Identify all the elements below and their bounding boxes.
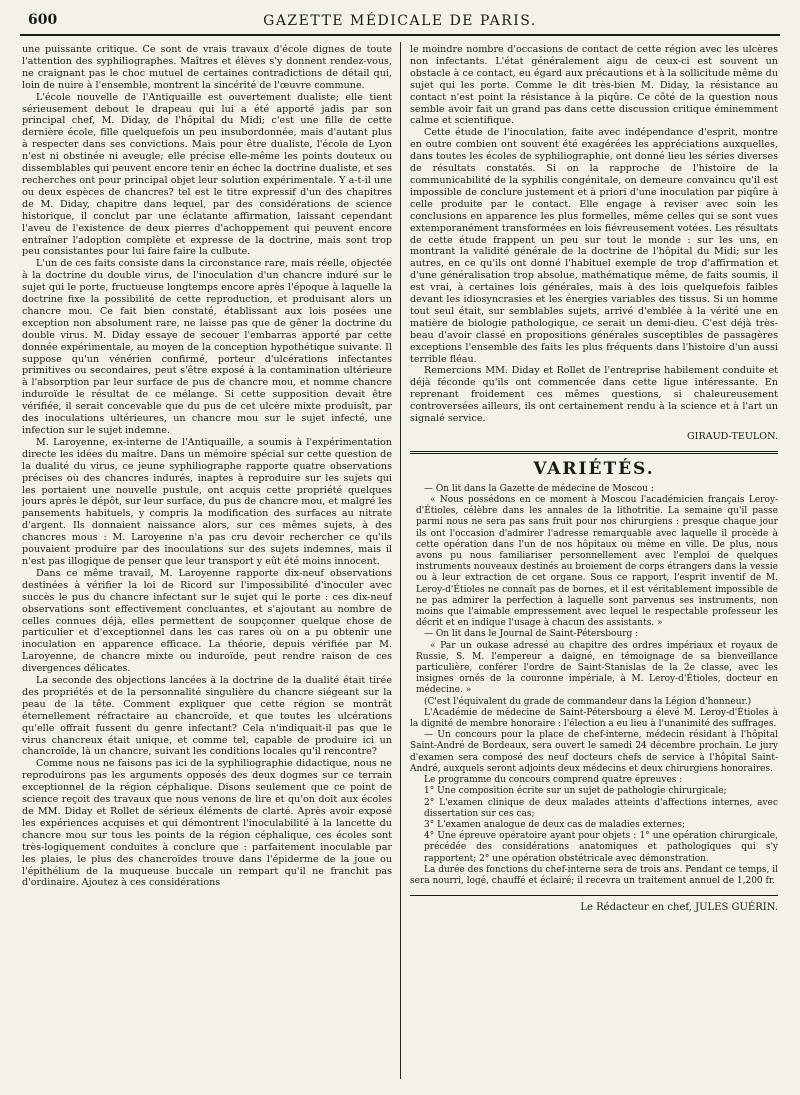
news-item: — On lit dans la Gazette de médecine de Moscou : bbox=[424, 483, 654, 494]
news-item: — On lit dans le Journal de Saint-Pétersbourg : bbox=[424, 629, 639, 640]
right-column bbox=[410, 44, 778, 1079]
section-rule bbox=[410, 451, 778, 454]
editor-name: JULES GUÉRIN. bbox=[695, 902, 778, 914]
paragraph: le moindre nombre d'occasions de contact de cette région avec les ulcères non infectants. L'état généralement aigu de ceux-ci est souvent un obstacle à ce contact, eu égard aux précautions et à la sollicitude même du sujet qui les porte. Comme le dit très-bien M. Diday, la résistance au contact n'est point la résistance à la piqûre. Ce côté de la question nous semble avoir fait un grand pas dans cette discussion critique éminemment calme et scientifique. bbox=[410, 44, 778, 127]
journal-title: GAZETTE MÉDICALE DE PARIS. bbox=[263, 13, 537, 29]
list-item: 4° Une épreuve opératoire ayant pour objets : 1° une opération chirurgicale, précédée des considérations anatomiques et pathologiques qui s'y rapportent; 2° une opération obstétricale avec démonstration. bbox=[424, 831, 778, 864]
news-item: — Un concours pour la place de chef-interne, médecin résidant à l'hôpital Saint-André de Bordeaux, sera ouvert le samedi 24 décembre prochain. Le jury d'examen sera composé des neuf docteurs chefs de service à l'hôpital Saint-André, auxquels seront adjoints deux médecins et deux chirurgiens honoraires. bbox=[410, 730, 778, 774]
news-note: (C'est l'équivalent du grade de commandeur dans la Légion d'honneur.) bbox=[424, 696, 752, 707]
news-quote: « Nous possédons en ce moment à Moscou l'académicien français Leroy-d'Étioles, célèbre dans les annales de la lithotritie. La semaine qu'il passe parmi nous ne sera pas sans fruit pour nos chirurgiens : presque chaque jour ils ont l'occasion d'admirer l'adresse remarquable avec laquelle il procède à cette opération dans l'un de nos hôpitaux ou même en ville. De plus, nous avons pu nous familiariser personnellement avec l'emploi de quelques instruments nouveaux destinés au broiement de corps étrangers dans la vessie ou à leur extraction de cet organe. Sous ce rapport, l'esprit inventif de M. Leroy-d'Étioles ne connaît pas de bornes, et il est véritablement impossible de ne pas admirer la perfection à laquelle sont parvenus ses instruments, non moins que l'aimable empressement avec lequel le respectable professeur les décrit et en indique l'usage à chacun des assistants. » bbox=[416, 495, 778, 629]
paragraph: Dans ce même travail, M. Laroyenne rapporte dix-neuf observations destinées à vérifier la loi de Ricord sur l'impossibilité d'inoculer avec succès le pus du chancre infectant sur le sujet qui le porte : ces dix-neuf observations sont effectivement concluantes, et s'ajoutant au nombre de celles connues déjà, elles permettent de soupçonner quelque chose de particulier et d'exceptionnel dans les cas rares où on a pu obtenir une inoculation en apparence efficace. La théorie, depuis vérifiée par M. Laroyenne, de chancre mixte ou induroïde, peut rendre raison de ces divergences délicates. bbox=[22, 567, 392, 675]
paragraph: Cette étude de l'inoculation, faite avec indépendance d'esprit, montre en outre combien ont souvent été exagérées les appréciations auxquelles, dans toutes les écoles de syphiliographie, ont donné lieu les séries diverses de résultats constatés. Si on la rapproche de l'histoire de la communicabilité de la syphilis congénitale, on demeure convaincu qu'il est impossible de conclure justement et à priori d'une inoculation par piqûre à celle produite par le contact. Elle engage à reviser avec soin les conclusions en apparence les plus formelles, même celles qui se sont vues extemporanément transformées en lois fiévreusement votées. Les résultats de cette étude frappent un peu sur tout le monde : sur les uns, en montrant la validité générale de la doctrine de l'hôpital du Midi; sur les autres, en ce qu'ils ont donné l'habituel exemple de trop d'affirmation et d'une généralisation trop absolue, mathématique même, de faits soumis, il est vrai, à certaines lois générales, mais à des lois quelquefois faibles devant les idiosyncrasies et les énergies variables des tissus. Si un homme tout seul était, sur semblables sujets, arrivé d'emblée à la vérité une en matière de biologie pathologique, ce serait un demi-dieu. C'est déjà très-beau d'avoir classé en propositions générales susceptibles de passagères exceptions l'ensemble des faits les plus fréquents dans l'histoire d'un aussi terrible fléau. bbox=[410, 127, 778, 365]
list-item: 1° Une composition écrite sur un sujet de pathologie chirurgicale; bbox=[424, 786, 727, 797]
section-title-varietes: VARIÉTÉS. bbox=[533, 458, 655, 479]
paragraph: La seconde des objections lancées à la doctrine de la dualité était tirée des propriétés et de la personnalité singulière du chancre siégeant sur la peau de la tête. Comment expliquer que cette région se montrât éternellement réfractaire au chancroïde, et que toutes les ulcérations qu'elle offrait fussent du genre infectant? Cela n'indiquait-il pas que le virus chancreux était unique, et comme tel, capable de produire ici un chancroïde, là un chancre, suivant les conditions locales qu'il rencontre? bbox=[22, 675, 392, 758]
varietes-body bbox=[410, 484, 778, 887]
paragraph: Remercions MM. Diday et Rollet de l'entreprise habilement conduite et déjà féconde qu'ils ont commencée dans cette ligue intéressante. En reprenant froidement ces mêmes questions, si chaleureusement controversées ailleurs, ils ont certainement rendu à la science et à l'art un signalé service. bbox=[410, 365, 778, 425]
editor-label: Le Rédacteur en chef, bbox=[580, 902, 692, 914]
article-signature: GIRAUD-TEULON. bbox=[686, 431, 778, 442]
paragraph: L'école nouvelle de l'Antiquaille est ouvertement dualiste; elle tient sérieusement debout le drapeau qui lui a été apporté jadis par son principal chef, M. Diday, de l'hôpital du Midi; c'est une fille de cette dernière école, fille quelquefois un peu insubordonnée, mais d'autant plus à respecter dans ses convictions. Mais pour être dualiste, l'école de Lyon n'est ni obstinée ni aveugle; elle précise elle-même les points douteux ou dissemblables qui peuvent encore tenir en échec la doctrine dualiste, et ses recherches ont pour principal objet leur solution expérimentale. Y a-t-il une ou deux espèces de chancres? tel est le titre expressif d'un des chapitres de M. Diday, chapitre dans lequel, par des considérations de science historique, il conclut par une éclatante affirmation, laissant cependant l'aveu de l'existence de deux pierres d'achoppement qui peuvent encore entraîner l'adoption complète et expresse de la doctrine, mais sont trop peu consistantes pour lui faire faire la culbute. bbox=[22, 91, 392, 258]
paragraph: L'un de ces faits consiste dans la circonstance rare, mais réelle, objectée à la doctrine du double virus, de l'inoculation d'un chancre induré sur le sujet qui le porte, fructueuse longtemps encore après l'époque à laquelle la doctrine fixe la possibilité de cette reproduction, et produisant alors un chancre mou. Ce fait bien constaté, établissant aux lois posées une exception non absolument rare, ne laisse pas que de gêner la doctrine du double virus. M. Diday essaye de secouer l'embarras apporté par cette donnée expérimentale, au moyen de la conception hypothétique suivante. Il suppose qu'un vénérien confirmé, porteur d'ulcérations infectantes primitives ou secondaires, peut s'être exposé à la contamination ultérieure à l'absorption par leur surface de pus de chancre mou, et nomme chancre induroïde le résultat de ce mélange. Si cette supposition devait être vérifiée, il serait concevable que du pus de cet ulcère mixte produisît, par des inoculations ultérieures, un chancre mou sur le sujet infecté, une infection sur le sujet indemne. bbox=[22, 258, 392, 436]
page-header bbox=[20, 10, 780, 36]
page-number: 600 bbox=[28, 12, 58, 28]
editor-signature bbox=[410, 895, 778, 914]
paragraph: M. Laroyenne, ex-interne de l'Antiquaille, a soumis à l'expérimentation directe les idées du maître. Dans un mémoire spécial sur cette question de la dualité du virus, ce jeune syphiliographe rapporte quatre observations précises où des chancres indurés, inaptes à reproduire sur les sujets qui les portaient une nouvelle pustule, ont acquis cette propriété quelques jours après le dépôt, sur leur surface, du pus de chancre mou, et malgré les pansements habituels, y compris la modification des surfaces au nitrate d'argent. Ils donnaient naissance alors, sur ces mêmes sujets, à des chancres mous : M. Laroyenne n'a pas cru devoir rechercher ce qu'ils pouvaient produire par des inoculations sur des sujets indemnes, mais il n'est pas illogique de penser que leur transport y eût été moins innocent. bbox=[22, 436, 392, 567]
news-item: La durée des fonctions du chef-interne sera de trois ans. Pendant ce temps, il sera nourri, logé, chauffé et éclairé; il recevra un traitement annuel de 1,200 fr. bbox=[410, 864, 778, 886]
news-quote: « Par un oukase adressé au chapitre des ordres impériaux et royaux de Russie, S. M. l'empereur a daigné, en témoignage de sa bienveillance particulière, conférer l'ordre de Saint-Stanislas de la 2e classe, avec les insignes ornés de la couronne impériale, à M. Leroy-d'Étioles, docteur en médecine. » bbox=[416, 640, 778, 696]
news-item: L'Académie de médecine de Saint-Pétersbourg a élevé M. Leroy-d'Étioles à la dignité de membre honoraire : l'élection a eu lieu à l'unanimité des suffrages. bbox=[410, 707, 778, 730]
list-item: 3° L'examen analogue de deux cas de maladies externes; bbox=[424, 819, 686, 830]
list-item: 2° L'examen clinique de deux malades atteints d'affections internes, avec dissertation sur ces cas; bbox=[424, 797, 778, 819]
column-divider bbox=[400, 42, 401, 1079]
news-item: Le programme du concours comprend quatre épreuves : bbox=[424, 775, 683, 786]
left-column bbox=[22, 44, 392, 1079]
paragraph: une puissante critique. Ce sont de vrais travaux d'école dignes de toute l'attention des syphiliographes. Maîtres et élèves s'y donnent rendez-vous, ne craignant pas le choc mutuel de certaines contradictions de détail qui, loin de nuire à l'ensemble, montrent la sincérité de l'œuvre commune. bbox=[22, 44, 392, 91]
paragraph: Comme nous ne faisons pas ici de la syphiliographie didactique, nous ne reproduirons pas les arguments opposés des deux dogmes sur ce terrain exceptionnel de la région céphalique. Disons seulement que ce point de science reçoit des travaux que nous venons de lire et qu'on doit aux écoles de MM. Diday et Rollet de sérieux éléments de clarté. Après avoir exposé les expériences acquises et qui démontrent l'inoculabilité à la lancette du chancre mou sur tous les points de la région céphalique, ces écoles sont très-logiquement conduites à conclure que : parfaitement inoculable par les plaies, le plus des chancroïdes trouve dans l'épiderme de la joue ou l'épithélium de la muqueuse buccale un rempart qu'il ne franchit pas d'ordinaire. Ajoutez à ces considérations bbox=[22, 758, 392, 889]
